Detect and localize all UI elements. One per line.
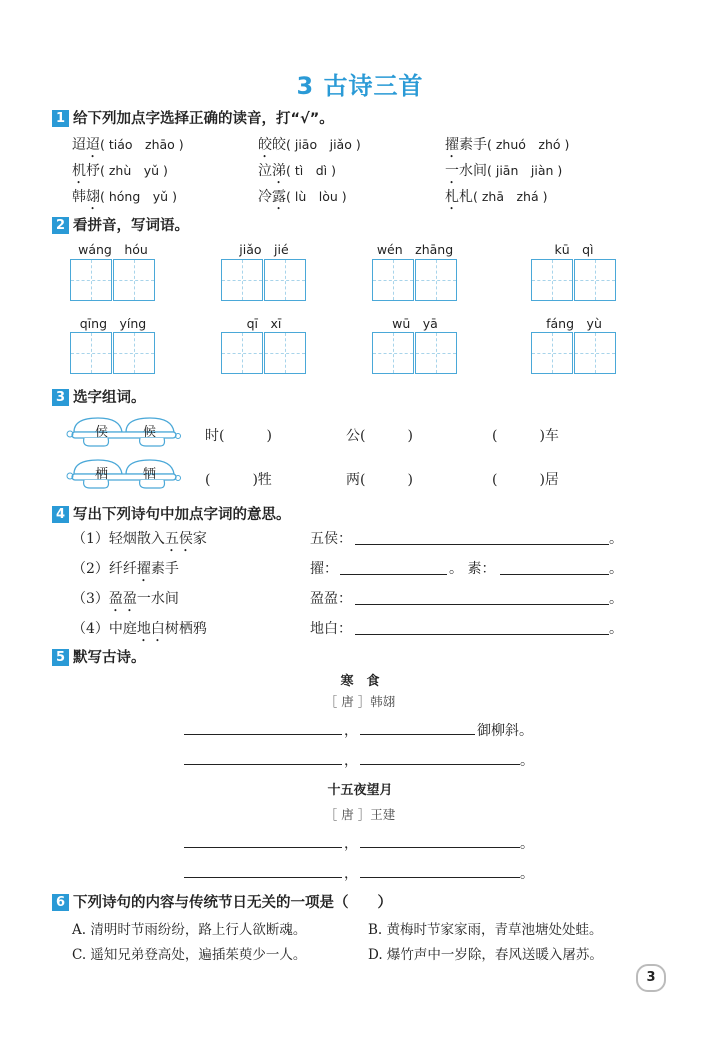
poem-line: [72, 588, 179, 615]
writing-grid: [531, 259, 617, 303]
question-1-text: 给下列加点字选择正确的读音，打“√”。: [73, 111, 334, 127]
mushroom-choice-group-2: [64, 456, 182, 492]
choice-char-b: 候: [143, 425, 157, 440]
writing-cell[interactable]: [221, 332, 263, 374]
poem-line: [72, 558, 179, 585]
fill-item[interactable]: 两( ): [346, 472, 413, 488]
question-5-heading: [52, 646, 146, 667]
poem-line: [72, 528, 207, 555]
pinyin-label: jiǎo jié: [239, 242, 289, 257]
poem-2-title: 十五夜望月: [327, 783, 393, 798]
fill-item[interactable]: ( )牲: [205, 472, 272, 488]
question-6-heading: [52, 891, 392, 912]
question-4-text: 写出下列诗句中加点字词的意思。: [73, 507, 291, 523]
answer-line[interactable]: [184, 877, 342, 878]
writing-cell[interactable]: [113, 259, 155, 301]
period: 。: [609, 621, 623, 637]
question-number-badge: 3: [52, 389, 69, 406]
meaning-label: 五侯：: [310, 531, 352, 547]
question-4-heading: [52, 503, 291, 524]
item-text: ( zhuó zhó ): [487, 137, 570, 152]
page-number: 3: [636, 964, 666, 992]
pinyin-choice-item[interactable]: [258, 160, 336, 187]
answer-line[interactable]: [355, 604, 609, 605]
item-text: ( jiāo jiǎo ): [286, 137, 361, 152]
poem-line-part: 一水间: [136, 591, 179, 607]
question-5-text: 默写古诗。: [73, 650, 146, 666]
pinyin-choice-item[interactable]: [258, 134, 361, 161]
item-text: ( zhù yǔ ): [100, 163, 168, 178]
writing-cell[interactable]: [531, 259, 573, 301]
comma: ，: [344, 866, 358, 882]
item-text: 水间: [459, 163, 487, 179]
item-text: 韩: [72, 189, 86, 205]
writing-cell[interactable]: [574, 259, 616, 301]
writing-cell[interactable]: [372, 332, 414, 374]
item-text: 泣: [258, 163, 272, 179]
poem-line-part: 家: [192, 531, 207, 547]
poem-line-part: （3）: [72, 591, 109, 607]
writing-cell[interactable]: [264, 259, 306, 301]
writing-cell[interactable]: [70, 332, 112, 374]
poem-line-part: 盈盈: [108, 591, 137, 607]
question-number-badge: 1: [52, 110, 69, 127]
item-text: 札: [445, 189, 459, 205]
item-text: 擢: [445, 137, 459, 153]
period: 。: [520, 753, 534, 769]
question-6-text: 下列诗句的内容与传统节日无关的一项是（ ）: [73, 895, 392, 911]
answer-line[interactable]: [355, 634, 609, 635]
pinyin-label: wū yā: [392, 316, 438, 331]
mushroom-choice-group-1: [64, 414, 182, 450]
fill-item[interactable]: 公( ): [346, 428, 413, 444]
question-2-heading: [52, 214, 189, 235]
meaning-label: 地白：: [310, 621, 352, 637]
poem-line-part: 树栖鸦: [164, 621, 207, 637]
item-text: 皎: [258, 137, 272, 153]
writing-grid: [531, 332, 617, 376]
question-number-badge: 6: [52, 894, 69, 911]
pinyin-choice-item[interactable]: [445, 160, 562, 187]
item-text: ( hóng yǔ ): [100, 189, 177, 204]
item-text: 涕: [272, 163, 286, 179]
answer-line[interactable]: [360, 847, 520, 848]
poem-line-part: 擢: [136, 561, 151, 577]
writing-grid: [221, 332, 307, 376]
option-d[interactable]: D. 爆竹声中一岁除，春风送暖入屠苏。: [368, 947, 603, 963]
answer-line[interactable]: [355, 544, 609, 545]
answer-line[interactable]: [184, 734, 342, 735]
question-number-badge: 2: [52, 217, 69, 234]
option-a[interactable]: A. 清明时节雨纷纷，路上行人欲断魂。: [72, 922, 307, 938]
item-text: 皎: [272, 137, 286, 153]
pinyin-label: qī xī: [246, 316, 282, 331]
answer-line[interactable]: [184, 847, 342, 848]
answer-line[interactable]: [360, 877, 520, 878]
item-text: 素手: [459, 137, 487, 153]
pinyin-choice-item[interactable]: [445, 134, 569, 161]
fill-item[interactable]: ( )车: [492, 428, 559, 444]
question-number-badge: 4: [52, 506, 69, 523]
pinyin-label: wáng hóu: [78, 242, 148, 257]
pinyin-label: wén zhāng: [376, 242, 454, 257]
item-text: 冷: [258, 189, 272, 205]
meaning-label: 。 素：: [449, 561, 496, 577]
writing-cell[interactable]: [531, 332, 573, 374]
poem-line-part: （4）中庭: [72, 621, 137, 637]
poem-line-part: 地白: [136, 621, 165, 637]
pinyin-label: qīng yíng: [79, 316, 147, 331]
pinyin-choice-item[interactable]: [72, 160, 168, 187]
period: 。: [520, 866, 534, 882]
option-b[interactable]: B. 黄梅时节家家雨，青草池塘处处蛙。: [368, 922, 603, 938]
question-2-text: 看拼音，写词语。: [73, 218, 189, 234]
item-text: 杼: [86, 163, 100, 179]
poem-line-part: 素手: [150, 561, 179, 577]
answer-line[interactable]: [184, 764, 342, 765]
period: 。: [609, 591, 623, 607]
writing-cell[interactable]: [113, 332, 155, 374]
answer-line[interactable]: [360, 734, 475, 735]
page-title: 3 古诗三首: [296, 72, 424, 100]
pinyin-choice-item[interactable]: [72, 134, 184, 161]
pinyin-label: kū qì: [554, 242, 594, 257]
poem-2-author: ［ 唐 ］王建: [324, 807, 396, 822]
period: 。: [520, 836, 534, 852]
item-text: 机: [72, 163, 86, 179]
writing-grid: [221, 259, 307, 303]
item-text: 札: [459, 189, 473, 205]
poem-1-author: ［ 唐 ］韩翃: [324, 694, 396, 709]
pinyin-choice-item[interactable]: [258, 186, 347, 213]
answer-line[interactable]: [360, 764, 520, 765]
meaning-label: 盈盈：: [310, 591, 352, 607]
item-text: 翃: [86, 189, 100, 205]
item-text: 迢: [86, 137, 100, 153]
item-text: ( jiān jiàn ): [487, 163, 563, 178]
poem-1-line-tail: 御柳斜。: [477, 723, 533, 739]
pinyin-choice-item[interactable]: [72, 186, 177, 213]
answer-line[interactable]: [340, 574, 447, 575]
meaning-label: 擢：: [310, 561, 338, 577]
item-text: ( zhā zhá ): [473, 189, 548, 204]
comma: ，: [344, 753, 358, 769]
period: 。: [609, 531, 623, 547]
pinyin-choice-item[interactable]: [445, 186, 548, 213]
item-text: 迢: [72, 137, 86, 153]
choice-char-a: 栖: [95, 467, 109, 482]
pinyin-label: fáng yù: [546, 316, 602, 331]
poem-1-title: 寒 食: [340, 674, 380, 689]
comma: ，: [344, 836, 358, 852]
choice-char-a: 侯: [95, 425, 109, 440]
writing-cell[interactable]: [415, 332, 457, 374]
item-text: ( lù lòu ): [286, 189, 347, 204]
poem-line-part: 五侯: [164, 531, 193, 547]
fill-item[interactable]: 时( ): [205, 428, 272, 444]
writing-cell[interactable]: [221, 259, 263, 301]
writing-grid: [372, 259, 458, 303]
writing-cell[interactable]: [415, 259, 457, 301]
question-number-badge: 5: [52, 649, 69, 666]
writing-grid: [70, 259, 156, 303]
comma: ，: [344, 723, 358, 739]
poem-line-part: （2）纤纤: [72, 561, 137, 577]
question-3-heading: [52, 386, 146, 407]
item-text: ( tì dì ): [286, 163, 336, 178]
answer-line[interactable]: [500, 574, 609, 575]
writing-cell[interactable]: [70, 259, 112, 301]
question-1-heading: [52, 107, 334, 128]
choice-char-b: 牺: [143, 467, 157, 482]
fill-item[interactable]: ( )居: [492, 472, 559, 488]
item-text: 露: [272, 189, 286, 205]
option-c[interactable]: C. 遥知兄弟登高处，遍插茱萸少一人。: [72, 947, 307, 963]
writing-cell[interactable]: [574, 332, 616, 374]
writing-grid: [70, 332, 156, 376]
period: 。: [609, 561, 623, 577]
writing-grid: [372, 332, 458, 376]
question-3-text: 选字组词。: [73, 390, 146, 406]
poem-line: [72, 618, 207, 645]
writing-cell[interactable]: [264, 332, 306, 374]
item-text: 一: [445, 163, 459, 179]
poem-line-part: （1）轻烟散入: [72, 531, 165, 547]
item-text: ( tiáo zhāo ): [100, 137, 184, 152]
writing-cell[interactable]: [372, 259, 414, 301]
